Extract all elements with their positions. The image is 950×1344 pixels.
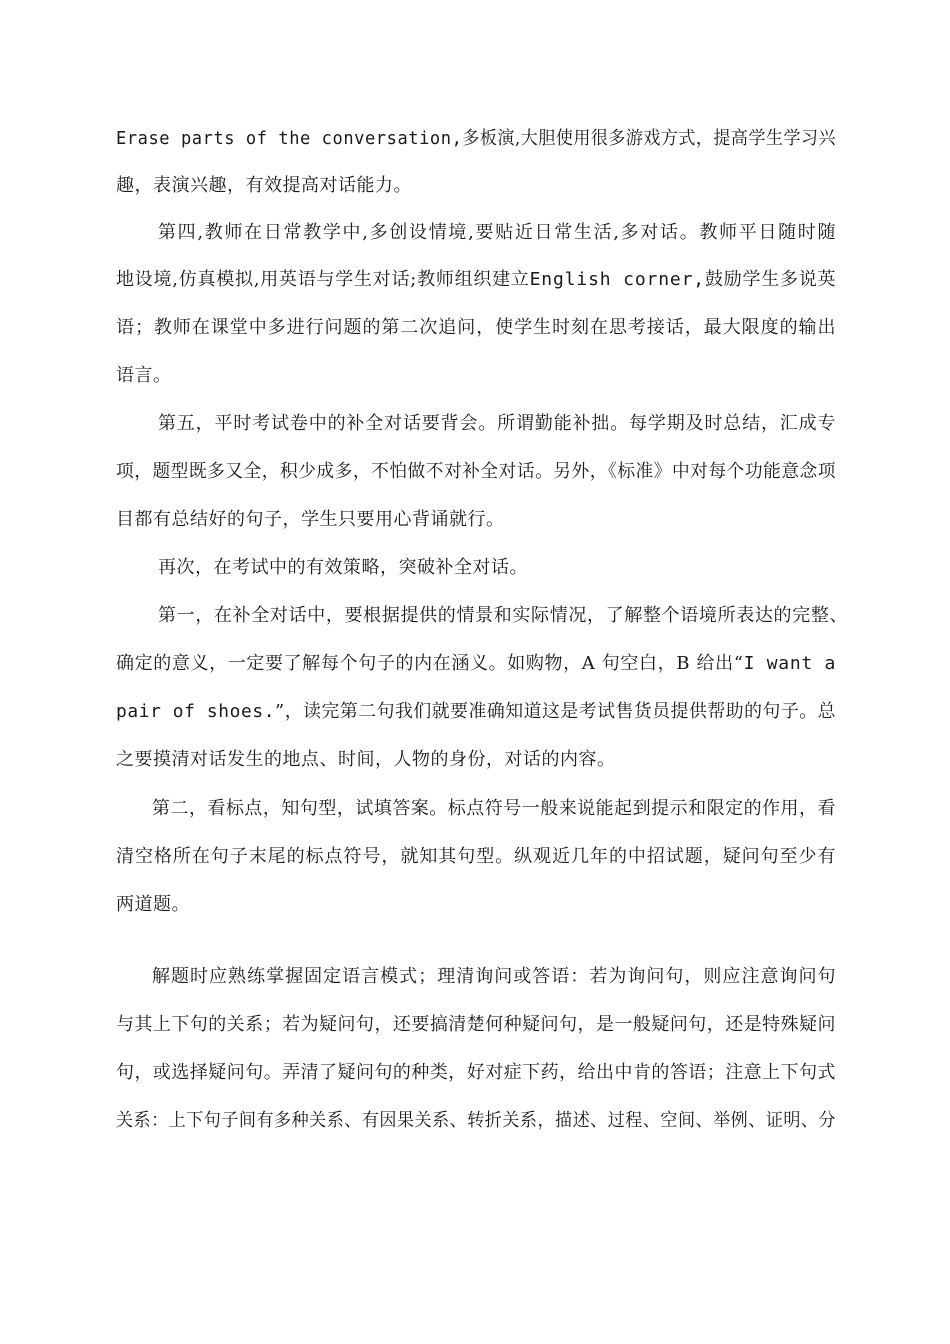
text-line: [152, 797, 836, 821]
text-segment: 第五，平时考试卷中的补全对话要背会。所谓勤能补拙。每学期及时总结，汇成专: [158, 413, 837, 434]
text-segment: 解题时应熟练掌握固定语言模式；理清询问或答语：若为询问句，则应注意询问句: [152, 966, 837, 987]
text-segment: 项，题型既多又全，积少成多，不怕做不对补全对话。另外，《标准》中对每个功能意念项: [116, 461, 836, 482]
text-line: [152, 965, 837, 989]
text-segment: 与其上下句的关系；若为疑问句，还要搞清楚何种疑问句，是一般疑问句，还是特殊疑问: [116, 1014, 836, 1035]
text-segment: 目都有总结好的句子，学生只要用心背诵就行。: [116, 509, 505, 530]
text-segment: 再次，在考试中的有效策略，突破补全对话。: [158, 557, 528, 578]
text-line: [116, 174, 412, 198]
text-segment: 第四,教师在日常教学中,多创设情境,要贴近日常生活,多对话。教师平日随时随: [158, 222, 838, 243]
text-segment: 趣，表演兴趣，有效提高对话能力。: [116, 175, 412, 196]
text-line: [116, 1061, 836, 1085]
text-segment: 确定的意义，一定要了解每个句子的内在涵义。如购物，A 句空白，B 给出“: [116, 653, 744, 674]
text-line: [116, 364, 172, 388]
text-segment: 鼓励学生多说英: [704, 269, 837, 290]
text-line: [158, 604, 848, 628]
text-segment: 两道题。: [116, 894, 190, 915]
text-line: [116, 845, 836, 869]
text-line: [116, 268, 836, 292]
text-segment: 语言。: [116, 365, 172, 386]
text-line: [116, 748, 616, 772]
text-line: [116, 316, 836, 340]
text-segment: 地设境,仿真模拟,用英语与学生对话;教师组织建立: [116, 269, 530, 290]
text-line: [116, 460, 836, 484]
text-segment: 第二，看标点，知句型，试填答案。标点符号一般来说能起到提示和限定的作用，看: [152, 798, 836, 819]
text-segment: 关系：上下句子间有多种关系、有因果关系、转折关系，描述、过程、空间、举例、证明、分: [116, 1110, 836, 1131]
text-segment: ”，读完第二句我们就要准确知道这是考试售货员提供帮助的句子。总: [275, 701, 836, 722]
text-line: [116, 652, 836, 676]
text-line: [158, 221, 837, 245]
text-segment: 句，或选择疑问句。弄清了疑问句的种类，好对症下药，给出中肯的答语；注意上下句式: [116, 1062, 836, 1083]
text-line: [116, 127, 836, 151]
latin-text-segment: English corner,: [529, 269, 705, 290]
text-segment: 第一，在补全对话中，要根据提供的情景和实际情况，了解整个语境所表达的完整、: [158, 605, 849, 626]
latin-text-segment: I want a: [743, 653, 837, 674]
text-segment: 清空格所在句子末尾的标点符号，就知其句型。纵观近几年的中招试题，疑问句至少有: [116, 846, 837, 867]
text-line: [116, 893, 190, 917]
text-line: [116, 508, 505, 532]
text-line: [116, 1013, 836, 1037]
text-segment: 语；教师在课堂中多进行问题的第二次追问，使学生时刻在思考接话，最大限度的输出: [116, 317, 837, 338]
text-line: [116, 700, 836, 724]
text-line: [158, 412, 836, 436]
text-line: [116, 1109, 836, 1133]
latin-text-segment: Erase parts of the conversation,: [116, 128, 463, 149]
text-segment: 多板演,大胆使用很多游戏方式，提高学生学习兴: [462, 128, 836, 149]
text-segment: 之要摸清对话发生的地点、时间，人物的身份，对话的内容。: [116, 749, 616, 770]
text-line: [158, 556, 528, 580]
latin-text-segment: pair of shoes.: [116, 701, 276, 722]
